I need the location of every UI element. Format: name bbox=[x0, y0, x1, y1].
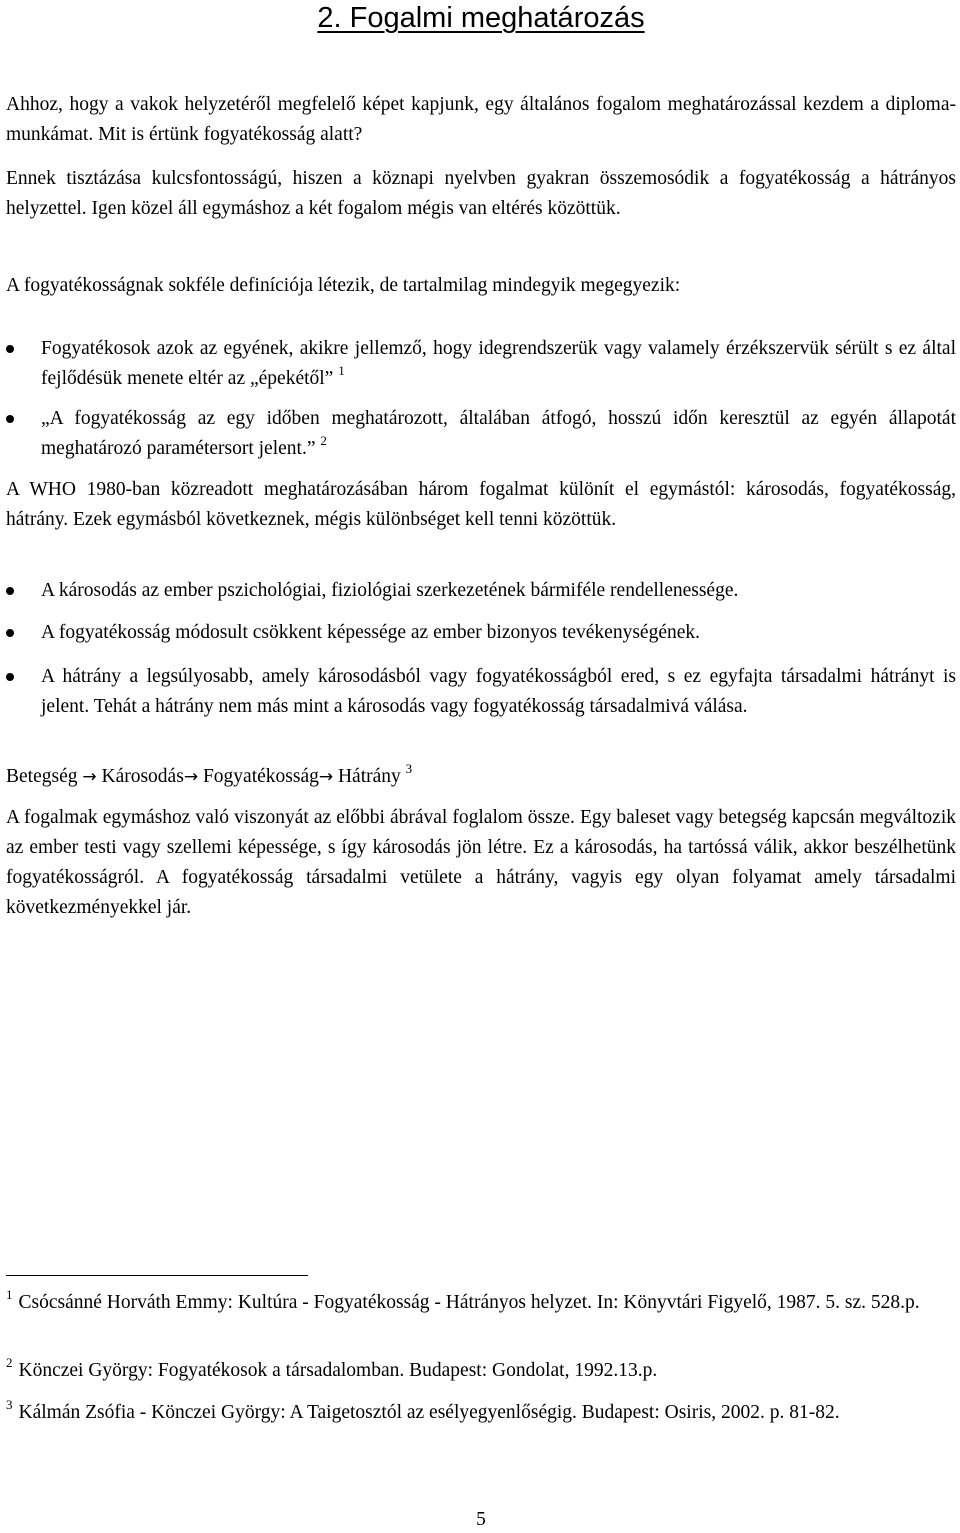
chain-step-handicap: Hátrány bbox=[337, 766, 401, 787]
who-item-text-1: A károsodás az ember pszichológiai, fiziológiai szerkezetének bármiféle rendellenessége. bbox=[41, 580, 739, 601]
footnote-ref-2: 2 bbox=[320, 433, 327, 448]
bullet-icon bbox=[6, 629, 14, 637]
footnote-number: 2 bbox=[6, 1355, 13, 1370]
page-number: 5 bbox=[476, 1509, 486, 1530]
definition-item-1 bbox=[6, 334, 956, 394]
definition-text-1: Fogyatékosok azok az egyének, akikre jellemző, hogy idegrendszerük vagy valamely érzékszervük sérült s ez által fejlődésük menete eltér az „épekétől” bbox=[41, 338, 956, 389]
footnote-number: 1 bbox=[6, 1287, 13, 1302]
footnote-number: 3 bbox=[6, 1397, 13, 1412]
page-title: 2. Fogalmi meghatározás bbox=[317, 2, 645, 34]
concept-chain bbox=[6, 762, 956, 792]
bullet-icon bbox=[6, 345, 14, 353]
paragraph-definitions-lead: A fogyatékosságnak sokféle definíciója létezik, de tartalmilag mindegyik megegyezik: bbox=[6, 275, 681, 296]
arrow-right-icon: → bbox=[318, 767, 334, 787]
footnote-text: Csócsánné Horváth Emmy: Kultúra - Fogyatékosság - Hátrányos helyzet. In: Könyvtári Figyelő, 1987. 5. sz. 528.p. bbox=[18, 1292, 920, 1313]
chain-step-impairment: Károsodás bbox=[101, 766, 184, 787]
chain-step-illness: Betegség bbox=[6, 766, 78, 787]
paragraph-who: A WHO 1980-ban közreadott meghatározásában három fogalmat különít el egymástól: károsodás, fogyatékosság, hátrány. Ezek egymásból következnek, mégis különbséget kell tenni közöttük. bbox=[6, 479, 956, 530]
paragraph-clarification: Ennek tisztázása kulcsfontosságú, hiszen a köznapi nyelvben gyakran összemosódik a fogyatékosság a hátrányos helyzettel. Igen közel áll egymáshoz a két fogalom mégis van eltérés közöttük. bbox=[6, 168, 956, 219]
bullet-icon bbox=[6, 587, 14, 595]
footnote-text: Könczei György: Fogyatékosok a társadalomban. Budapest: Gondolat, 1992.13.p. bbox=[18, 1360, 658, 1381]
footnote-separator bbox=[6, 1275, 308, 1276]
who-item-text-3: A hátrány a legsúlyosabb, amely károsodásból vagy fogyatékosságból ered, s ez egyfajta társadalmi hátrányt is jelent. Tehát a hátrány nem más mint a károsodás vagy fogyatékosság társadalmivá válása. bbox=[41, 666, 956, 717]
who-item-3 bbox=[6, 662, 956, 722]
who-item-1 bbox=[6, 576, 956, 606]
footnote-3 bbox=[6, 1398, 956, 1428]
paragraph-summary: A fogalmak egymáshoz való viszonyát az előbbi ábrával foglalom össze. Egy baleset vagy betegség kapcsán megváltozik az ember testi vagy szellemi képessége, s így károsodás jön létre. Ez a károsodás, ha tartóssá válik, akkor beszélhetünk fogyatékosságról. A fogyatékosság társadalmi vetülete a hátrány, vagyis egy olyan folyamat amely társadalmi következményekkel jár. bbox=[6, 807, 956, 918]
chain-step-disability: Fogyatékosság bbox=[202, 766, 319, 787]
who-item-2 bbox=[6, 618, 956, 648]
arrow-right-icon: → bbox=[82, 767, 97, 787]
definition-text-2: „A fogyatékosság az egy időben meghatározott, általában átfogó, hosszú időn keresztül az egyén állapotát meghatározó paramétersort jelent.” bbox=[41, 408, 956, 459]
footnote-1 bbox=[6, 1288, 956, 1318]
definition-item-2 bbox=[6, 404, 956, 464]
arrow-right-icon: → bbox=[183, 767, 199, 787]
bullet-icon bbox=[6, 673, 14, 681]
footnote-text: Kálmán Zsófia - Könczei György: A Taigetosztól az esélyegyenlőségig. Budapest: Osiris, 2002. p. 81-82. bbox=[18, 1402, 840, 1423]
who-item-text-2: A fogyatékosság módosult csökkent képessége az ember bizonyos tevékenységének. bbox=[41, 622, 701, 643]
footnote-2 bbox=[6, 1356, 956, 1386]
bullet-icon bbox=[6, 415, 14, 423]
paragraph-intro: Ahhoz, hogy a vakok helyzetéről megfelelő képet kapjunk, egy általános fogalom meghatározással kezdem a diploma-munkámat. Mit is értünk fogyatékosság alatt? bbox=[6, 94, 956, 145]
footnote-ref-1: 1 bbox=[338, 363, 345, 378]
footnote-ref-3: 3 bbox=[405, 761, 413, 776]
